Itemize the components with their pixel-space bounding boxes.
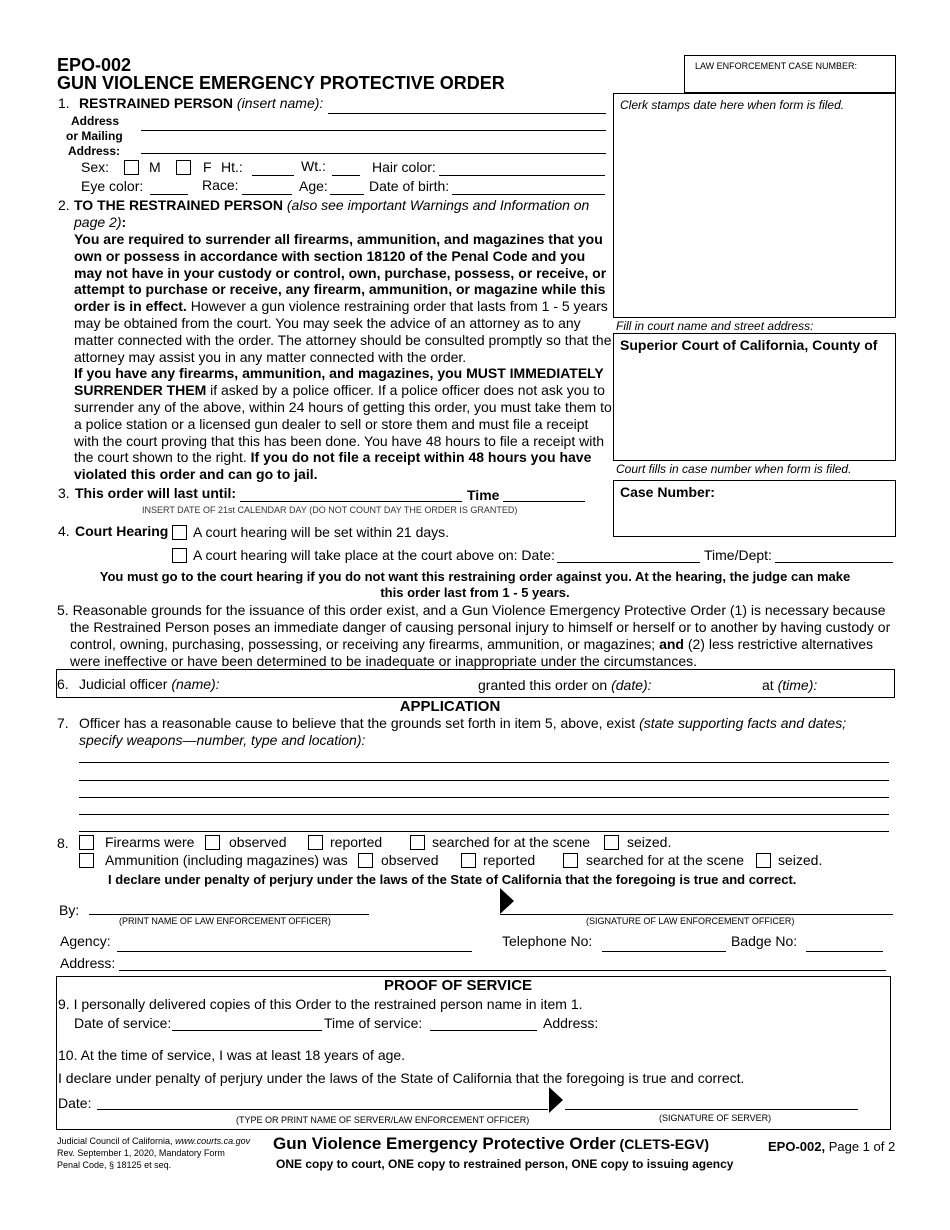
item2-label: TO THE RESTRAINED PERSON — [74, 197, 283, 213]
warning-line-14: the court shown to the right. If you do not file a receipt within 48 hours you have — [74, 449, 592, 466]
warning-line-8: attorney may assist you in any matter connected with the order. — [74, 348, 467, 365]
firearms-searched-checkbox[interactable] — [410, 835, 425, 850]
time-of-service-label: Time of service: — [324, 1015, 423, 1031]
item3-time-label: Time — [467, 487, 500, 503]
ammo-observed-label: observed — [381, 852, 439, 868]
item5-line-3: control, owning, purchasing, possessing, or receiving any firearms, ammunition, or magazines; and (2) less restrictive alternatives — [70, 636, 874, 652]
warning-line-13: with the court proving that this has been done. You have 48 hours to file a receipt with — [74, 432, 605, 449]
facts-line-3[interactable] — [79, 797, 889, 798]
address-field-1[interactable] — [141, 130, 606, 131]
date-of-service-field[interactable] — [172, 1030, 322, 1031]
item1-hint: (insert name): — [236, 95, 324, 111]
footer-page: EPO-002, Page 1 of 2 — [768, 1139, 896, 1154]
eye-field[interactable] — [150, 194, 188, 195]
order-end-time-field[interactable] — [503, 501, 585, 502]
form-id: EPO-002 — [57, 55, 132, 75]
firearms-observed-checkbox[interactable] — [205, 835, 220, 850]
item2-number: 2. — [58, 197, 70, 213]
firearms-checkbox[interactable] — [79, 835, 94, 850]
hearing-date-field[interactable] — [557, 562, 700, 563]
item1-heading — [79, 95, 323, 112]
officer-declaration: I declare under penalty of perjury under the laws of the State of California that the foregoing is true and correct. — [108, 872, 797, 887]
firearms-reported-checkbox[interactable] — [308, 835, 323, 850]
le-case-number-box[interactable] — [684, 55, 896, 93]
item5-line-1: 5. Reasonable grounds for the issuance of this order exist, and a Gun Violence Emergency Protective Order (1) is necessary because — [57, 602, 886, 618]
server-date-label: Date: — [58, 1095, 92, 1111]
race-label: Race: — [202, 177, 239, 193]
warning-line-6: may be obtained from the court. You may seek the advice of an attorney as to any — [74, 315, 581, 331]
item2-heading — [74, 197, 589, 214]
case-fill-note: Court fills in case number when form is filed. — [616, 462, 852, 476]
order-end-date-field[interactable] — [240, 501, 462, 502]
item1-number: 1. — [58, 95, 70, 111]
firearms-searched-label: searched for at the scene — [432, 834, 590, 850]
hearing-scheduled-label: A court hearing will take place at the court above on: Date: — [193, 547, 555, 563]
age-field[interactable] — [330, 194, 364, 195]
ammo-reported-label: reported — [483, 852, 536, 868]
sex-m-label: M — [149, 159, 161, 175]
service-address-label: Address: — [543, 1015, 599, 1031]
firearms-label: Firearms were — [105, 834, 195, 850]
hearing-timedept-label: Time/Dept: — [704, 547, 772, 563]
badge-label: Badge No: — [731, 933, 798, 949]
application-heading: APPLICATION — [399, 698, 501, 715]
granted-date-label: granted this order on (date): — [478, 677, 652, 693]
item1-label: RESTRAINED PERSON — [79, 95, 234, 111]
item2-hint: (also see important Warnings and Information on — [286, 197, 590, 213]
warning-line-15: violated this order and can go to jail. — [74, 466, 318, 483]
item5-line-2: the Restrained Person poses an immediate danger of causing personal injury to himself or herself or to another by having custody or — [70, 619, 891, 635]
badge-field[interactable] — [806, 951, 883, 952]
server-date-field[interactable] — [97, 1109, 232, 1110]
hearing-21days-label: A court hearing will be set within 21 days. — [193, 524, 450, 540]
server-sign-arrow-icon — [549, 1087, 563, 1113]
facts-line-2[interactable] — [79, 780, 889, 781]
restrained-name-field[interactable] — [328, 113, 606, 114]
item3-note: INSERT DATE OF 21st CALENDAR DAY (DO NOT COUNT DAY THE ORDER IS GRANTED) — [142, 505, 518, 515]
agency-label: Agency: — [60, 933, 111, 949]
server-declaration: I declare under penalty of perjury under the laws of the State of California that the foregoing is true and correct. — [58, 1070, 745, 1086]
dob-label: Date of birth: — [369, 178, 450, 194]
facts-line-1[interactable] — [79, 762, 889, 763]
address-label-3: Address: — [68, 144, 121, 158]
warning-line-12: a police station or a licensed gun dealer to sell or store them and must file a receipt — [74, 415, 589, 432]
ammo-searched-checkbox[interactable] — [563, 853, 578, 868]
hair-field[interactable] — [439, 175, 605, 176]
sex-f-label: F — [203, 159, 212, 175]
warning-line-9: If you have any firearms, ammunition, and magazines, you MUST IMMEDIATELY — [74, 365, 604, 382]
court-name: Superior Court of California, County of — [620, 337, 878, 353]
height-label: Ht.: — [221, 159, 243, 175]
ammo-seized-label: seized. — [778, 852, 823, 868]
facts-line-4[interactable] — [79, 814, 889, 815]
hearing-notice-line-2: this order last from 1 - 5 years. — [380, 585, 570, 600]
warning-line-10: SURRENDER THEM if asked by a police officer. If a police officer does not ask you to — [74, 382, 605, 399]
footer-rev: Rev. September 1, 2020, Mandatory Form — [57, 1148, 225, 1158]
agency-field[interactable] — [117, 951, 472, 952]
form-title: GUN VIOLENCE EMERGENCY PROTECTIVE ORDER — [57, 73, 505, 93]
facts-line-5[interactable] — [79, 831, 889, 832]
server-name-field[interactable] — [232, 1109, 548, 1110]
officer-address-field[interactable] — [119, 970, 886, 971]
ammo-observed-checkbox[interactable] — [358, 853, 373, 868]
server-signature-field[interactable] — [565, 1109, 858, 1110]
weight-label: Wt.: — [301, 158, 326, 174]
warning-line-1: You are required to surrender all firearms, ammunition, and magazines that you — [74, 231, 603, 247]
case-number-box[interactable] — [613, 480, 896, 537]
telephone-label: Telephone No: — [502, 933, 593, 949]
firearms-observed-label: observed — [229, 834, 287, 850]
ammo-label: Ammunition (including magazines) was — [105, 852, 348, 868]
clerk-stamp-note: Clerk stamps date here when form is filed. — [620, 98, 845, 112]
item7-number: 7. — [57, 715, 69, 731]
warning-line-11: surrender any of the above, within 24 hours of getting this order, you must take them to — [74, 399, 612, 415]
proof-heading: PROOF OF SERVICE — [383, 977, 533, 994]
officer-name-caption: (PRINT NAME OF LAW ENFORCEMENT OFFICER) — [119, 916, 331, 926]
firearms-seized-label: seized. — [627, 834, 672, 850]
telephone-field[interactable] — [602, 951, 726, 952]
hearing-scheduled-checkbox[interactable] — [172, 548, 187, 563]
item7-line-2: specify weapons—number, type and location): — [79, 732, 366, 748]
court-fill-label: Fill in court name and street address: — [616, 319, 814, 333]
item7-line-1: Officer has a reasonable cause to believe that the grounds set forth in item 5, above, exist (state supporting facts and dates; — [79, 715, 847, 731]
height-field[interactable] — [252, 175, 294, 176]
item5-line-4: were ineffective or have been determined to be inadequate or inappropriate under the circumstances. — [70, 653, 698, 669]
dob-field[interactable] — [452, 194, 605, 195]
item3-number: 3. — [58, 485, 70, 501]
ammo-checkbox[interactable] — [79, 853, 94, 868]
item2-hint-line2: page 2): — [74, 214, 127, 230]
court-name-box[interactable] — [613, 333, 896, 461]
footer-code: Penal Code, § 18125 et seq. — [57, 1160, 172, 1170]
age-label: Age: — [299, 178, 328, 194]
address-field-2[interactable] — [141, 153, 606, 154]
sign-here-arrow-icon — [500, 888, 514, 914]
hearing-21days-checkbox[interactable] — [172, 525, 187, 540]
item6-number: 6. — [57, 676, 69, 692]
warning-line-5: order is in effect. However a gun violence restraining order that lasts from 1 - 5 years — [74, 298, 608, 315]
judicial-officer-label: Judicial officer (name): — [79, 676, 220, 692]
sex-label: Sex: — [81, 159, 110, 175]
le-case-number-label: LAW ENFORCEMENT CASE NUMBER: — [695, 61, 858, 71]
ammo-reported-checkbox[interactable] — [461, 853, 476, 868]
warning-line-4: attempt to purchase or receive, any firearm, ammunition, or magazine while this — [74, 281, 606, 298]
race-field[interactable] — [242, 194, 292, 195]
item8-number: 8. — [57, 835, 69, 851]
footer-copies: ONE copy to court, ONE copy to restrained person, ONE copy to issuing agency — [276, 1157, 734, 1171]
time-of-service-field[interactable] — [430, 1030, 537, 1031]
firearms-reported-label: reported — [330, 834, 383, 850]
warning-line-3: may not have in your custody or control, own, purchase, possess, or receive, or — [74, 264, 607, 281]
address-label-2: or Mailing — [66, 129, 123, 143]
firearms-seized-checkbox[interactable] — [604, 835, 619, 850]
by-label: By: — [59, 902, 80, 918]
item3-label: This order will last until: — [75, 485, 237, 501]
item9-text: 9. I personally delivered copies of this Order to the restrained person name in item 1. — [58, 996, 583, 1012]
officer-signature-caption: (SIGNATURE OF LAW ENFORCEMENT OFFICER) — [586, 916, 795, 926]
case-number-label: Case Number: — [620, 484, 715, 500]
warning-line-7: matter connected with the order. The attorney should be consulted promptly so that the — [74, 331, 612, 348]
footer-council: Judicial Council of California, www.courts.ca.gov — [57, 1136, 251, 1146]
eye-label: Eye color: — [81, 178, 144, 194]
item10-text: 10. At the time of service, I was at least 18 years of age. — [58, 1047, 406, 1063]
server-name-caption: (TYPE OR PRINT NAME OF SERVER/LAW ENFORCEMENT OFFICER) — [236, 1115, 530, 1125]
weight-field[interactable] — [332, 175, 360, 176]
hair-label: Hair color: — [372, 159, 436, 175]
sex-m-checkbox[interactable] — [124, 160, 139, 175]
sex-f-checkbox[interactable] — [176, 160, 191, 175]
warning-line-2: own or possess in accordance with section 18120 of the Penal Code and you — [74, 247, 586, 264]
item4-number: 4. — [58, 523, 70, 539]
granted-time-label: at (time): — [762, 677, 818, 693]
footer-title: Gun Violence Emergency Protective Order (CLETS-EGV) — [273, 1134, 709, 1153]
ammo-seized-checkbox[interactable] — [756, 853, 771, 868]
server-signature-caption: (SIGNATURE OF SERVER) — [659, 1113, 772, 1123]
hearing-notice-line-1: You must go to the court hearing if you do not want this restraining order against you. At the hearing, the judge can make — [99, 569, 851, 584]
officer-address-label: Address: — [60, 955, 116, 971]
item4-label: Court Hearing — [75, 523, 169, 539]
officer-signature-field[interactable] — [500, 914, 893, 915]
item6-box — [56, 669, 895, 698]
ammo-searched-label: searched for at the scene — [586, 852, 744, 868]
clerk-stamp-box — [613, 93, 896, 318]
officer-name-field[interactable] — [89, 914, 369, 915]
hearing-timedept-field[interactable] — [775, 562, 893, 563]
address-label-1: Address — [71, 114, 120, 128]
date-of-service-label: Date of service: — [74, 1015, 172, 1031]
footer-website: www.courts.ca.gov — [175, 1136, 251, 1146]
